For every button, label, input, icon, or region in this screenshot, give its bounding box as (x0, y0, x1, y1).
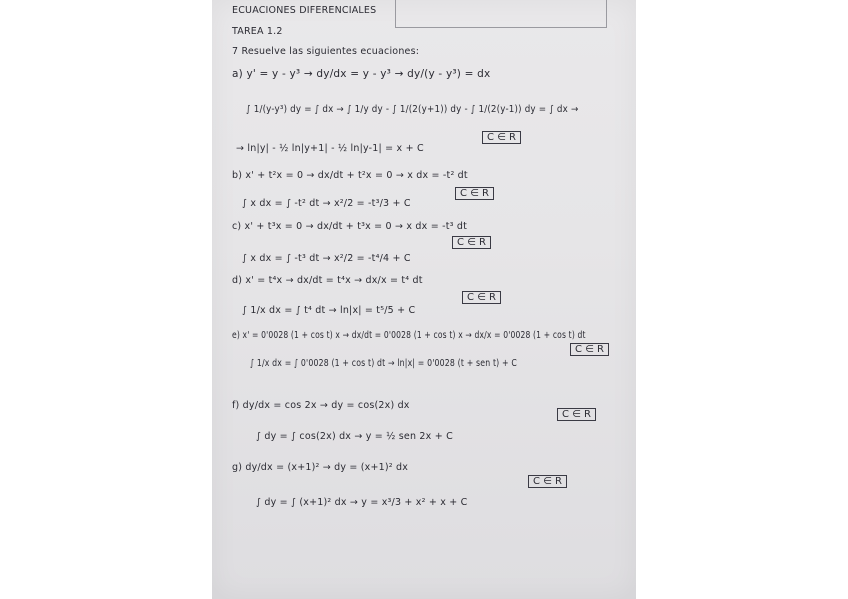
problem-e-answer-box: C ∈ R (570, 343, 609, 356)
problem-e-line-2: ∫ 1/x dx = ∫ 0'0028 (1 + cos t) dt → ln|x| = 0'0028 (t + sen t) + C (250, 358, 517, 369)
problem-a-line-1: a) y' = y - y³ → dy/dx = y - y³ → dy/(y - y³) = dx (232, 68, 491, 80)
problem-a-line-3: → ln|y| - ½ ln|y+1| - ½ ln|y-1| = x + C (236, 143, 424, 154)
problem-a-answer-box: C ∈ R (482, 131, 521, 144)
problem-d-line-1: d) x' = t⁴x → dx/dt = t⁴x → dx/x = t⁴ dt (232, 275, 423, 286)
problem-g-answer-box: C ∈ R (528, 475, 567, 488)
problem-b-answer-box: C ∈ R (455, 187, 494, 200)
problem-d-line-2: ∫ 1/x dx = ∫ t⁴ dt → ln|x| = t⁵/5 + C (242, 305, 416, 316)
problem-a-line-2: ∫ 1/(y-y³) dy = ∫ dx → ∫ 1/y dy - ∫ 1/(2(y+1)) dy - ∫ 1/(2(y-1)) dy = ∫ dx → (246, 104, 579, 115)
instruction-text: 7 Resuelve las siguientes ecuaciones: (232, 46, 420, 57)
problem-e-line-1: e) x' = 0'0028 (1 + cos t) x → dx/dt = 0'0028 (1 + cos t) x → dx/x = 0'0028 (1 + cos t) dt (232, 330, 586, 341)
problem-b-line-1: b) x' + t²x = 0 → dx/dt + t²x = 0 → x dx = -t² dt (232, 170, 468, 181)
problem-g-line-1: g) dy/dx = (x+1)² → dy = (x+1)² dx (232, 462, 409, 473)
problem-b-line-2: ∫ x dx = ∫ -t² dt → x²/2 = -t³/3 + C (242, 198, 411, 209)
problem-c-answer-box: C ∈ R (452, 236, 491, 249)
problem-f-line-1: f) dy/dx = cos 2x → dy = cos(2x) dx (232, 400, 410, 411)
problem-d-answer-box: C ∈ R (462, 291, 501, 304)
problem-c-line-2: ∫ x dx = ∫ -t³ dt → x²/2 = -t⁴/4 + C (242, 253, 411, 264)
problem-f-line-2: ∫ dy = ∫ cos(2x) dx → y = ½ sen 2x + C (256, 431, 453, 442)
name-box (395, 0, 607, 28)
problem-f-answer-box: C ∈ R (557, 408, 596, 421)
homework-sheet (212, 0, 636, 599)
task-title: TAREA 1.2 (232, 26, 283, 37)
course-title: ECUACIONES DIFERENCIALES (232, 5, 377, 16)
problem-g-line-2: ∫ dy = ∫ (x+1)² dx → y = x³/3 + x² + x + C (256, 497, 468, 508)
problem-c-line-1: c) x' + t³x = 0 → dx/dt + t³x = 0 → x dx = -t³ dt (232, 221, 468, 232)
